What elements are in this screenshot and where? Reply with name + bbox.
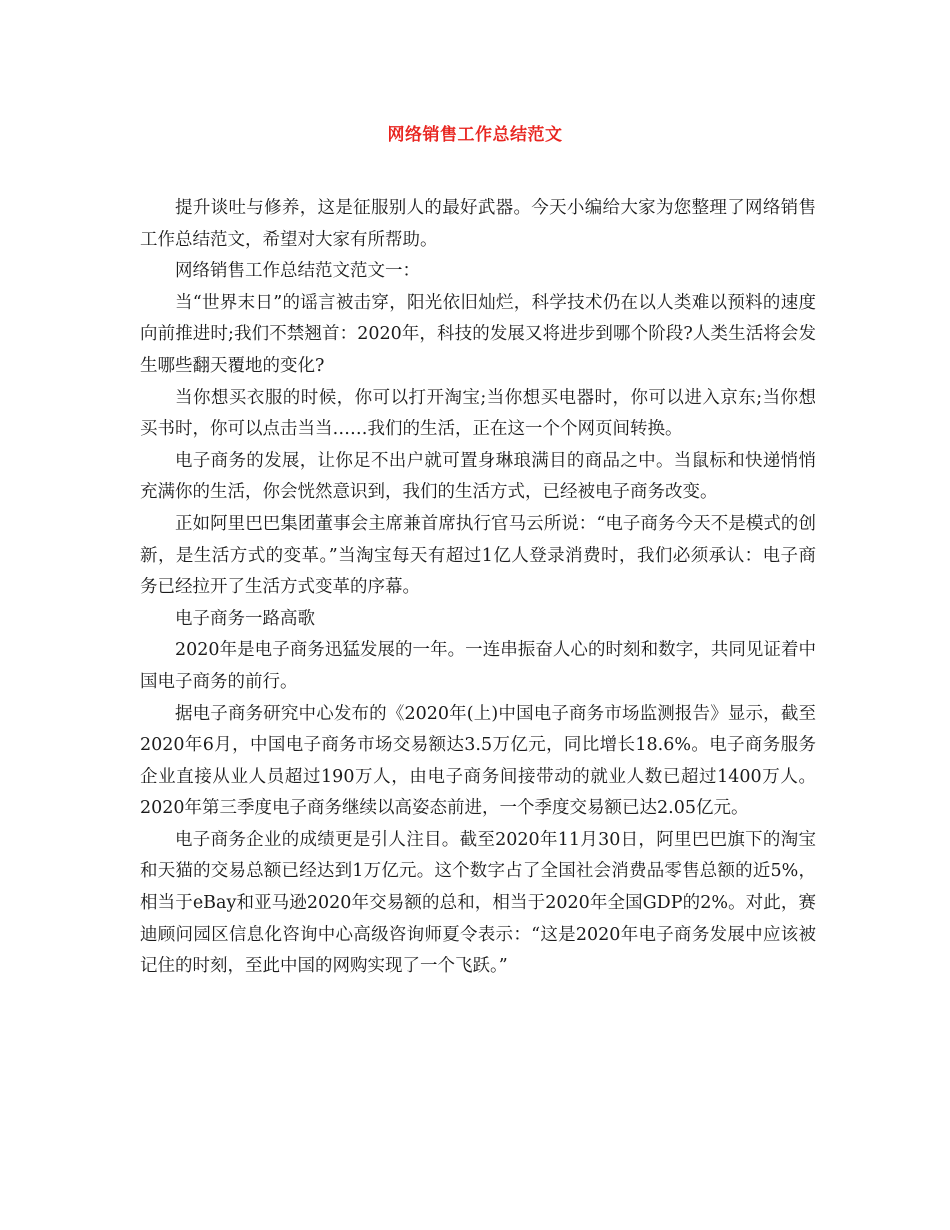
paragraph: 2020年是电子商务迅猛发展的一年。一连串振奋人心的时刻和数字，共同见证着中国电子商务的前行。 (140, 640, 816, 692)
document-body (140, 193, 816, 983)
paragraph: 据电子商务研究中心发布的《2020年(上)中国电子商务市场监测报告》显示，截至2020年6月，中国电子商务市场交易额达3.5万亿元，同比增长18.6%。电子商务服务企业直接从业人员超过190万人，由电子商务间接带动的就业人数已超过1400万人。2020年第三季度电子商务继续以高姿态前进，一个季度交易额已达2.05亿元。 (140, 703, 816, 819)
paragraph-subheading: 电子商务一路高歌 (175, 608, 315, 629)
document-title: 网络销售工作总结范文 (387, 125, 563, 145)
paragraph: 电子商务企业的成绩更是引人注目。截至2020年11月30日，阿里巴巴旗下的淘宝和天猫的交易总额已经达到1万亿元。这个数字占了全国社会消费品零售总额的近5%，相当于eBay和亚马逊2020年交易额的总和，相当于2020年全国GDP的2%。对此，赛迪顾问园区信息化咨询中心高级咨询师夏令表示：“这是2020年电子商务发展中应该被记住的时刻，至此中国的网购实现了一个飞跃。” (140, 829, 816, 977)
paragraph: 当你想买衣服的时候，你可以打开淘宝;当你想买电器时，你可以进入京东;当你想买书时，你可以点击当当……我们的生活，正在这一个个网页间转换。 (140, 387, 816, 440)
paragraph: 电子商务的发展，让你足不出户就可置身琳琅满目的商品之中。当鼠标和快递悄悄充满你的生活，你会恍然意识到，我们的生活方式，已经被电子商务改变。 (140, 450, 816, 503)
paragraph: 当“世界末日”的谣言被击穿，阳光依旧灿烂，科学技术仍在以人类难以预料的速度向前推进时;我们不禁翘首：2020年，科技的发展又将进步到哪个阶段?人类生活将会发生哪些翻天覆地的变化? (140, 292, 816, 376)
paragraph: 正如阿里巴巴集团董事会主席兼首席执行官马云所说：“电子商务今天不是模式的创新，是生活方式的变革。”当淘宝每天有超过1亿人登录消费时，我们必须承认：电子商务已经拉开了生活方式变革的序幕。 (140, 513, 816, 598)
paragraph-section-heading: 网络销售工作总结范文范文一： (175, 261, 420, 282)
paragraph-intro: 提升谈吐与修养，这是征服别人的最好武器。今天小编给大家为您整理了网络销售工作总结范文，希望对大家有所帮助。 (140, 198, 816, 250)
